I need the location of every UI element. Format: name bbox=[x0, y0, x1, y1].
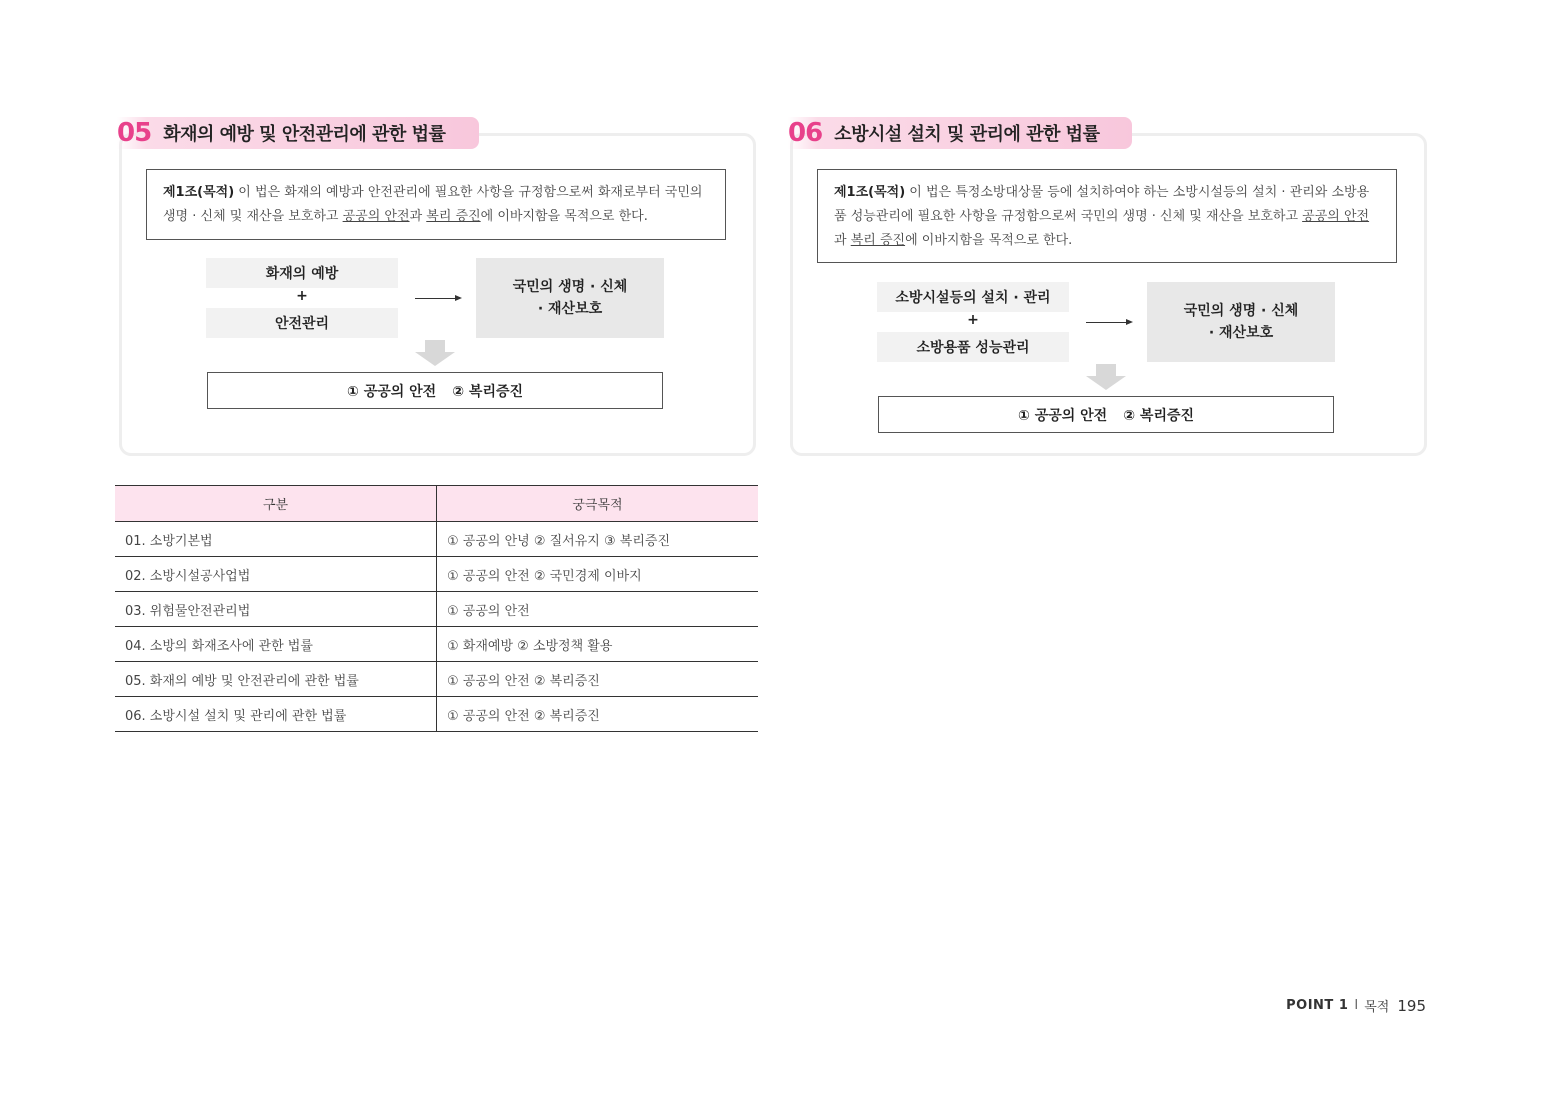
article-label: 제1조(목적) bbox=[834, 185, 906, 200]
flow-input-safety-management: 안전관리 bbox=[206, 308, 398, 338]
table-cell-purpose: ① 공공의 안녕 ② 질서유지 ③ 복리증진 bbox=[437, 522, 759, 557]
down-arrow-icon bbox=[1086, 364, 1126, 390]
table-header-ultimate-purpose: 궁극목적 bbox=[437, 486, 759, 522]
article-text: 과 bbox=[409, 209, 427, 224]
flow-arrow-line bbox=[415, 298, 455, 299]
table-row bbox=[115, 662, 758, 697]
flow-result-line-2: · 재산보호 bbox=[537, 301, 603, 317]
flow-result-line-2: · 재산보호 bbox=[1208, 325, 1274, 341]
article-label: 제1조(목적) bbox=[163, 185, 235, 200]
table-cell-law: 05. 화재의 예방 및 안전관리에 관한 법률 bbox=[115, 662, 437, 697]
table-cell-purpose: ① 공공의 안전 ② 복리증진 bbox=[437, 697, 759, 732]
table-cell-law: 04. 소방의 화재조사에 관한 법률 bbox=[115, 627, 437, 662]
table-cell-purpose: ① 공공의 안전 ② 국민경제 이바지 bbox=[437, 557, 759, 592]
flow-input-installation: 소방시설등의 설치 · 관리 bbox=[877, 282, 1069, 312]
article-text: 과 bbox=[834, 233, 851, 248]
table-row bbox=[115, 697, 758, 732]
goal-public-safety: ① 공공의 안전 bbox=[1017, 407, 1108, 424]
section-06-number: 06 bbox=[788, 118, 823, 148]
table-cell-purpose: ① 화재예방 ② 소방정책 활용 bbox=[437, 627, 759, 662]
article-underline-welfare: 복리 증진 bbox=[426, 209, 481, 224]
section-05-article bbox=[146, 169, 726, 240]
table-cell-purpose: ① 공공의 안전 bbox=[437, 592, 759, 627]
section-06-article bbox=[817, 169, 1397, 263]
down-arrow-icon bbox=[415, 340, 455, 366]
article-underline-public-safety: 공공의 안전 bbox=[1302, 209, 1370, 224]
footer-point-label: POINT 1 bbox=[1286, 998, 1349, 1013]
section-05-title: 화재의 예방 및 안전관리에 관한 법률 bbox=[163, 124, 446, 145]
footer-chapter: 목적 bbox=[1364, 1000, 1390, 1015]
article-text: 에 이바지함을 목적으로 한다. bbox=[905, 233, 1073, 248]
flow-result-line-1: 국민의 생명 · 신체 bbox=[1183, 303, 1299, 319]
table-cell-law: 03. 위험물안전관리법 bbox=[115, 592, 437, 627]
table-cell-purpose: ① 공공의 안전 ② 복리증진 bbox=[437, 662, 759, 697]
goal-welfare: ② 복리증진 bbox=[1123, 407, 1195, 424]
section-05-header bbox=[117, 117, 479, 149]
flow-input-prevention: 화재의 예방 bbox=[206, 258, 398, 288]
article-underline-welfare: 복리 증진 bbox=[850, 233, 906, 248]
article-text: 이 법은 특정소방대상물 등에 설치하여야 하는 소방시설등의 설치 · 관리와 소방용품 성능관리에 필요한 사항을 규정함으로써 국민의 생명 · 신체 및 재산을 보호하고 bbox=[834, 185, 1370, 224]
page-number: 195 bbox=[1397, 996, 1426, 1015]
flow-input-performance: 소방용품 성능관리 bbox=[877, 332, 1069, 362]
table-row bbox=[115, 627, 758, 662]
table-header-category: 구분 bbox=[115, 486, 437, 522]
article-text: 에 이바지함을 목적으로 한다. bbox=[480, 209, 648, 224]
law-purpose-table bbox=[115, 485, 758, 732]
page-footer bbox=[1286, 996, 1426, 1015]
table-row bbox=[115, 522, 758, 557]
flow-arrow-head-icon bbox=[455, 295, 462, 301]
section-05-number: 05 bbox=[117, 118, 152, 148]
flow-plus: + bbox=[967, 312, 979, 328]
section-06-title: 소방시설 설치 및 관리에 관한 법률 bbox=[834, 124, 1100, 145]
article-underline-public-safety: 공공의 안전 bbox=[342, 209, 410, 224]
footer-separator: I bbox=[1354, 998, 1359, 1013]
goal-public-safety: ① 공공의 안전 bbox=[346, 383, 437, 400]
table-header-row bbox=[115, 486, 758, 522]
table-cell-law: 02. 소방시설공사업법 bbox=[115, 557, 437, 592]
article-text: 이 법은 화재의 예방과 안전관리에 필요한 사항을 규정함으로써 화재로부터 국민의 생명 · 신체 및 재산을 보호하고 bbox=[163, 185, 703, 224]
flow-result-line-1: 국민의 생명 · 신체 bbox=[512, 279, 628, 295]
flow-plus: + bbox=[296, 288, 308, 304]
flow-result-box bbox=[476, 258, 664, 338]
table-row bbox=[115, 557, 758, 592]
table-cell-law: 01. 소방기본법 bbox=[115, 522, 437, 557]
table-row bbox=[115, 592, 758, 627]
section-06-goal-box bbox=[878, 396, 1334, 433]
flow-result-box bbox=[1147, 282, 1335, 362]
flow-arrow-head-icon bbox=[1126, 319, 1133, 325]
section-06-header bbox=[788, 117, 1132, 149]
goal-welfare: ② 복리증진 bbox=[452, 383, 524, 400]
section-05-goal-box bbox=[207, 372, 663, 409]
flow-arrow-line bbox=[1086, 322, 1126, 323]
table-cell-law: 06. 소방시설 설치 및 관리에 관한 법률 bbox=[115, 697, 437, 732]
